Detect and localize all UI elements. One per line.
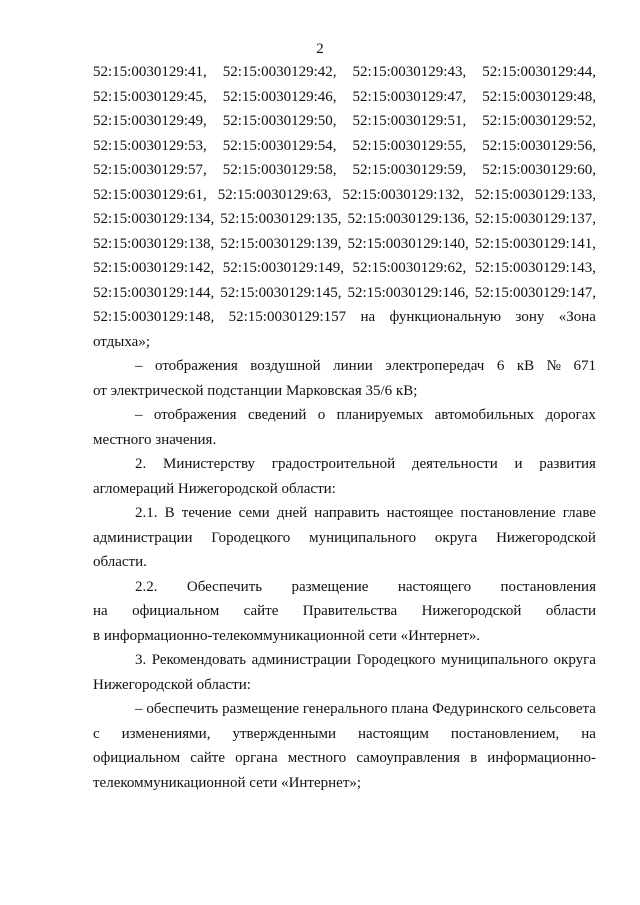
text-word: градостроительной [271,456,396,472]
text-word: направить [314,505,380,521]
text-word: кВ [516,358,535,374]
text-line [93,575,596,600]
text-word: дней [276,505,308,521]
text-word: 52:15:0030129:134, [93,211,215,227]
text-word: округа [553,652,596,668]
page-number: 2 [316,41,324,57]
text-line: от электрической подстанции Марковская 35/6 кВ; [93,382,418,399]
text-line [93,207,596,232]
text-word: 52:15:0030129:60, [482,162,596,178]
text-word: планируемых [336,407,424,423]
text-line [93,648,596,673]
text-word: – [135,701,143,717]
text-line [93,746,596,771]
text-word: сельсовета [526,701,596,717]
text-word: 52:15:0030129:57, [93,162,207,178]
text-line [93,599,596,624]
document-body [93,60,596,795]
text-word: воздушной [250,358,321,374]
text-word: главе [562,505,596,521]
text-word: постановление [460,505,556,521]
text-word: автомобильных [434,407,535,423]
text-line [93,501,596,526]
text-word: официальном [132,603,220,619]
text-word: 52:15:0030129:42, [222,64,337,80]
text-line [93,697,596,722]
text-word: 3. [135,652,147,668]
text-line [93,305,596,330]
text-word: постановлением, [450,725,560,742]
text-word: № [546,358,561,374]
text-word: сведений [247,407,307,423]
text-word: 52:15:0030129:138, [93,235,215,252]
text-word: Нижегородской [421,603,522,619]
text-line [93,452,596,477]
text-word: 52:15:0030129:55, [352,137,467,154]
text-word: 52:15:0030129:132, [342,186,464,203]
text-word: «Зона [558,309,596,325]
text-word: 6 [496,358,505,374]
text-word: семи [238,505,270,521]
text-word: 52:15:0030129:146, [347,284,469,301]
text-word: 52:15:0030129:61, [93,186,207,203]
text-line [93,722,596,747]
text-word: плана [391,701,429,717]
text-word: 52:15:0030129:62, [352,260,467,276]
text-word: 52:15:0030129:144, [93,284,215,301]
text-word: о [317,407,326,423]
text-word: настоящим [357,725,429,742]
text-word: утвержденными [232,725,336,742]
text-line: Нижегородской области: [93,676,251,693]
text-line [93,281,596,306]
text-line [93,85,596,110]
text-word: 52:15:0030129:53, [93,137,207,154]
text-word: 52:15:0030129:136, [347,211,469,227]
text-word: 52:15:0030129:148, [93,309,215,325]
text-word: 52:15:0030129:48, [482,88,596,105]
text-line [93,403,596,428]
text-line [93,354,596,379]
text-word: электропередач [385,358,485,374]
text-line: местного значения. [93,431,217,448]
text-word: 52:15:0030129:137, [474,211,596,227]
text-word: отображения [155,358,238,374]
text-word: 52:15:0030129:51, [352,113,467,129]
text-word: 52:15:0030129:58, [222,162,337,178]
text-word: области [545,603,596,619]
text-line: отдыха»; [93,333,150,350]
text-word: 52:15:0030129:50, [222,113,337,129]
text-word: 52:15:0030129:52, [482,113,596,129]
text-word: 52:15:0030129:140, [347,235,469,252]
text-word: 52:15:0030129:54, [222,137,337,154]
text-word: на [581,725,596,742]
text-word: в [470,750,478,766]
text-word: администрации [251,652,352,668]
text-line: области. [93,554,147,570]
text-word: муниципального [441,652,549,668]
text-word: Городецкого [356,652,436,668]
text-word: 52:15:0030129:45, [93,88,207,105]
text-word: 52:15:0030129:59, [352,162,467,178]
text-word: и [514,456,523,472]
text-word: на [360,309,376,325]
text-word: с [93,725,100,742]
text-word: сайте [243,603,279,619]
text-word: 52:15:0030129:63, [217,186,332,203]
text-word: 52:15:0030129:47, [352,88,467,105]
text-line [93,256,596,281]
text-line [93,183,596,208]
text-word: 52:15:0030129:147, [474,284,596,301]
text-word: 52:15:0030129:133, [474,186,596,203]
text-word: зону [515,309,545,325]
text-word: изменениями, [121,725,211,742]
text-word: постановления [500,578,596,595]
text-word: администрации [93,529,193,546]
text-line [93,134,596,159]
text-line: телекоммуникационной сети «Интернет»; [93,774,362,791]
text-line [93,232,596,257]
text-word: 52:15:0030129:46, [222,88,337,105]
text-word: отображения [153,407,237,423]
text-word: на [93,603,108,619]
text-word: 671 [573,358,596,374]
text-word: 2. [135,456,147,472]
text-word: 52:15:0030129:145, [220,284,342,301]
text-word: течение [181,505,232,521]
text-word: 52:15:0030129:141, [474,235,596,252]
text-line [93,109,596,134]
text-word: муниципального [309,529,417,546]
text-word: линии [333,358,373,374]
text-word: 52:15:0030129:43, [352,64,467,80]
text-line: агломераций Нижегородской области: [93,480,336,497]
text-word: размещение [291,578,369,595]
text-word: 52:15:0030129:49, [93,113,207,129]
text-word: 52:15:0030129:44, [482,64,596,80]
text-word: местного [287,750,347,766]
text-word: дорогах [545,407,596,423]
text-word: функциональную [389,309,502,325]
text-word: настоящего [397,578,472,595]
text-word: 52:15:0030129:139, [220,235,342,252]
text-word: 52:15:0030129:41, [93,64,207,80]
text-word: 52:15:0030129:149, [222,260,344,276]
text-word: Министерству [162,456,256,472]
text-word: 52:15:0030129:142, [93,260,215,276]
text-word: размещение [222,701,300,717]
text-word: Обеспечить [186,578,263,595]
text-word: сайте [190,750,226,766]
text-word: 2.2. [135,578,158,595]
text-word: Городецкого [211,529,291,546]
text-word: деятельности [411,456,498,472]
text-word: округа [434,529,478,546]
text-word: Правительства [302,603,398,619]
text-word: Нижегородской [496,529,596,546]
text-word: Федуринского [432,701,524,717]
text-word: органа [235,750,278,766]
text-word: В [164,505,175,521]
text-line: в информационно-телекоммуникационной сети «Интернет». [93,627,481,644]
text-word: – [135,407,143,423]
text-word: 52:15:0030129:135, [220,211,342,227]
text-word: 52:15:0030129:157 [228,309,347,325]
text-word: настоящее [386,505,454,521]
text-word: обеспечить [146,701,219,717]
text-word: официальном [93,750,181,766]
text-word: генерального [302,701,388,717]
text-word: 52:15:0030129:143, [474,260,596,276]
text-word: 52:15:0030129:56, [482,137,596,154]
text-word: самоуправления [356,750,460,766]
text-word: информационно- [487,750,596,766]
text-word: развития [539,456,596,472]
text-word: 2.1. [135,505,158,521]
text-line [93,158,596,183]
text-word: – [135,358,143,374]
text-line [93,526,596,551]
text-word: Рекомендовать [151,652,247,668]
text-line [93,60,596,85]
